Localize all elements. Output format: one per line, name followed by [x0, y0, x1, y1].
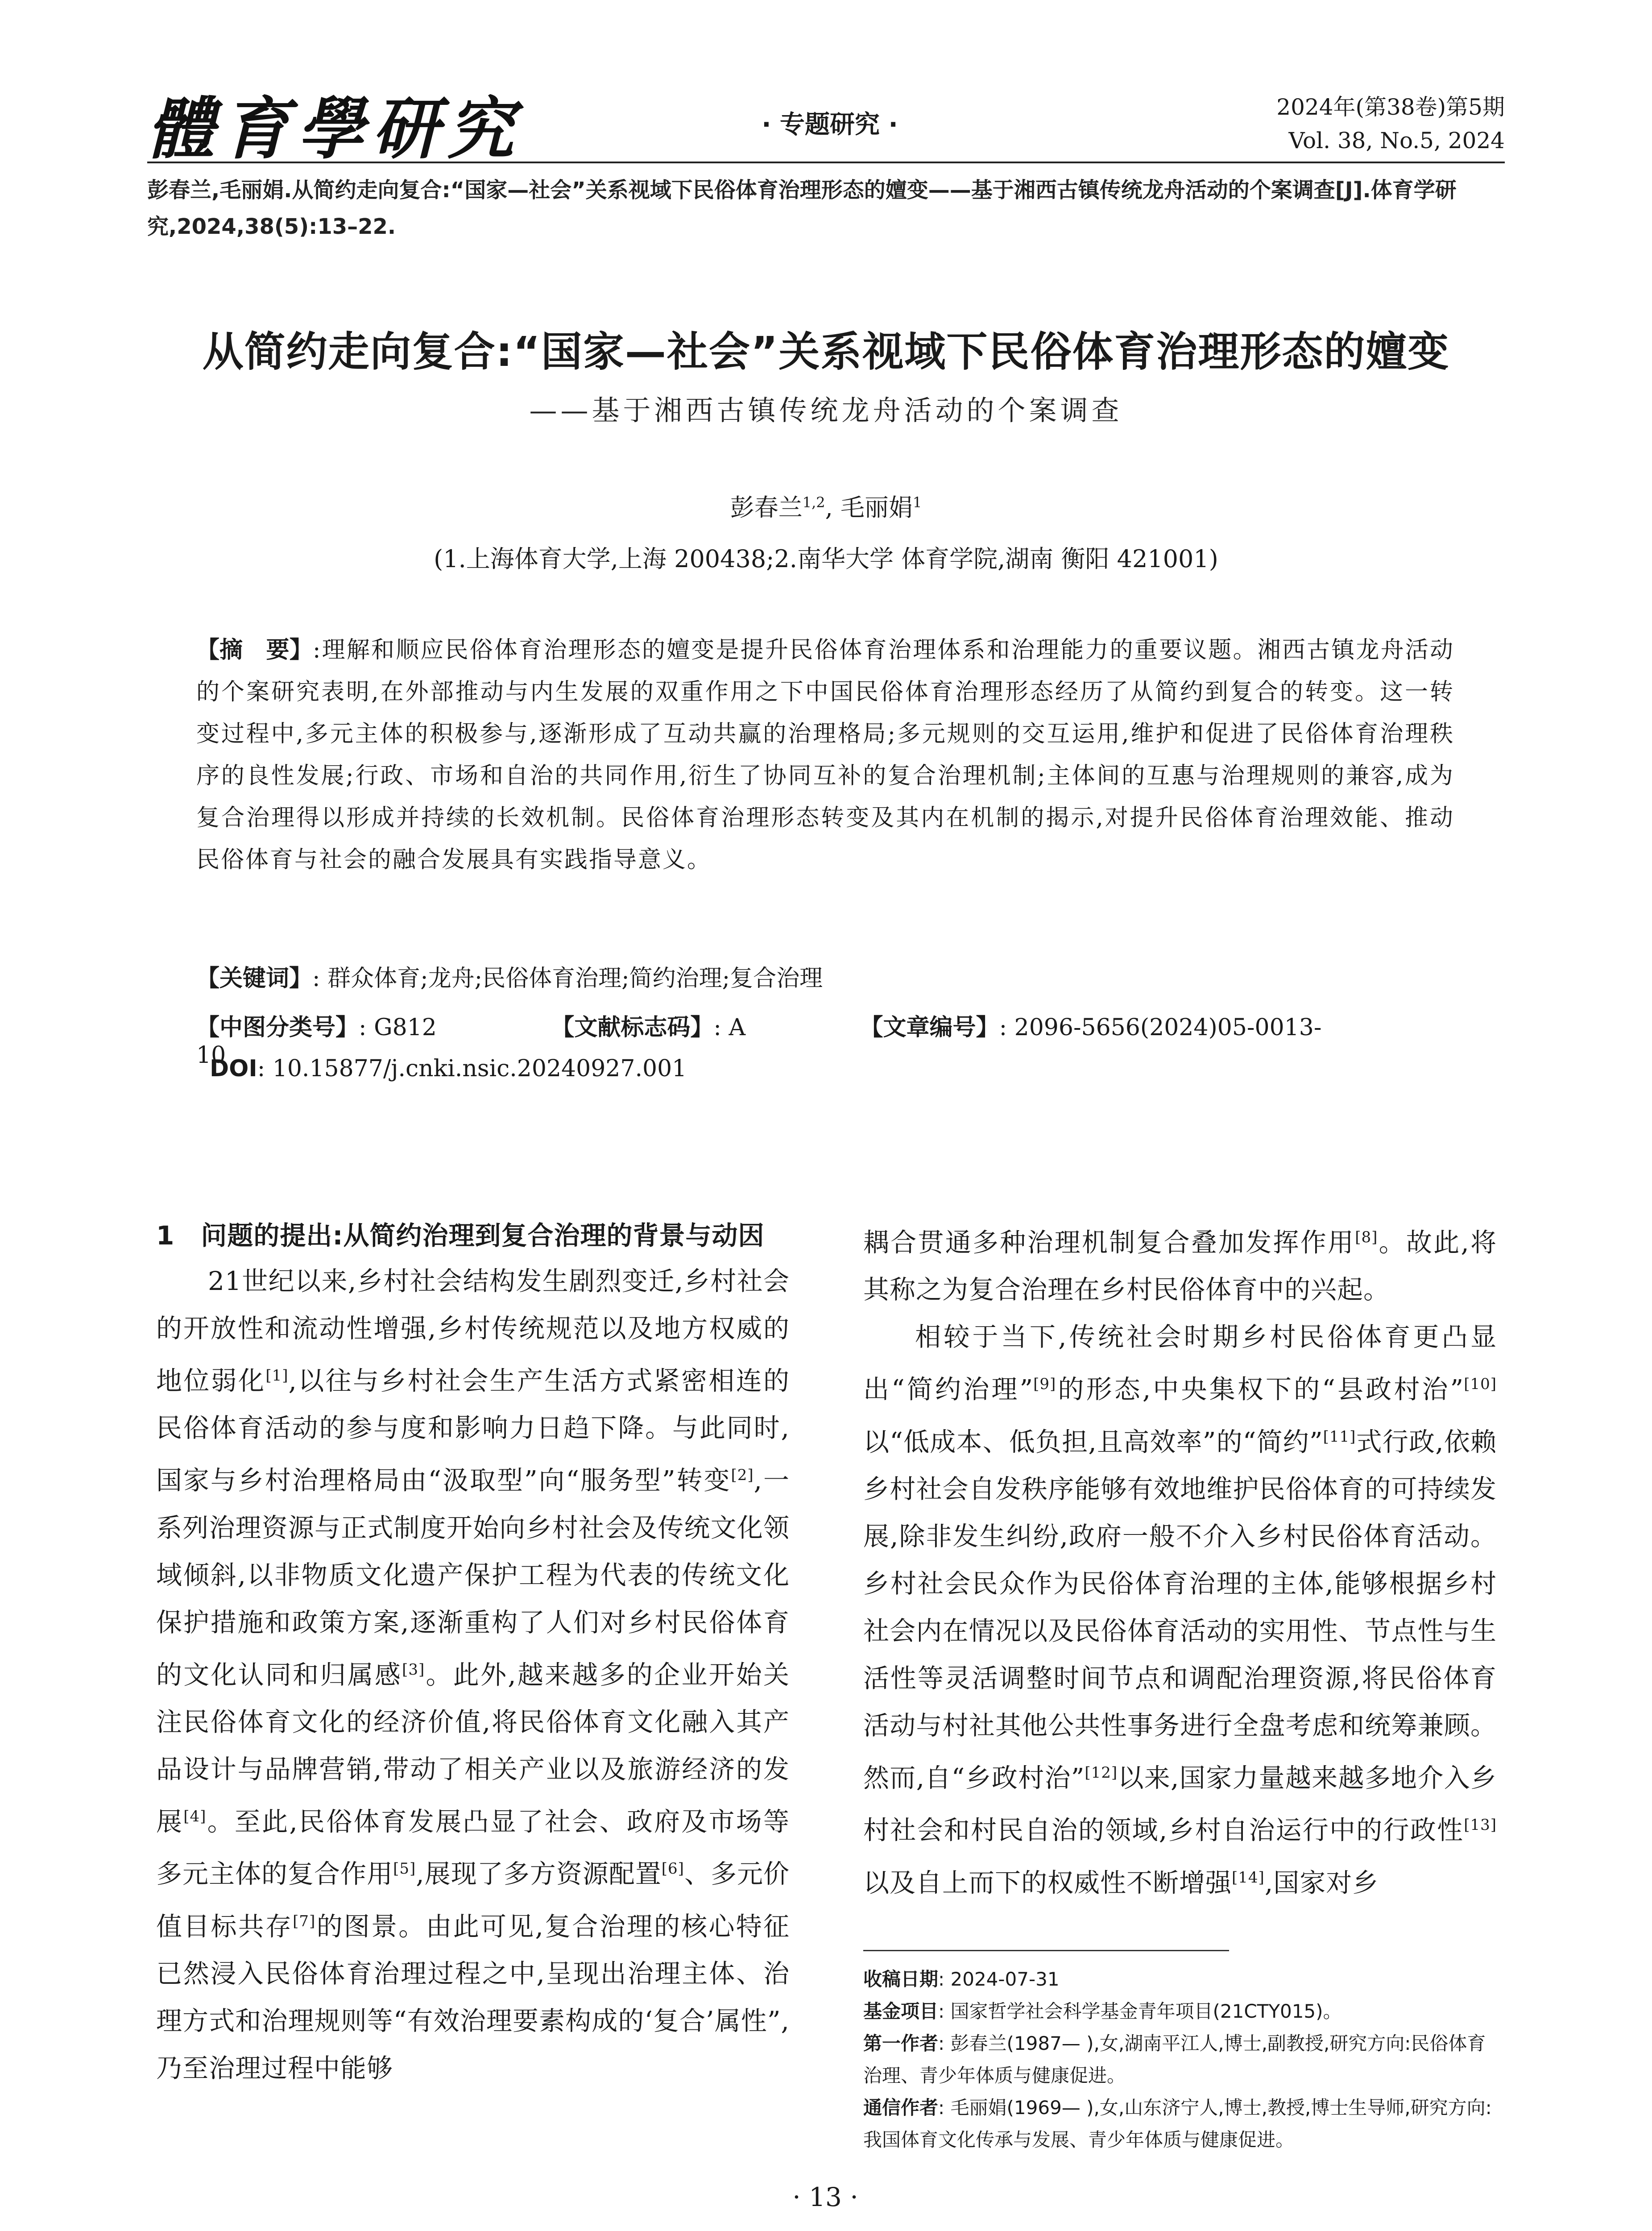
page-number: · 13 ·: [792, 2182, 858, 2212]
keywords-text: : 群众体育;龙舟;民俗体育治理;简约治理;复合治理: [312, 965, 823, 992]
body-paragraph: 相较于当下,传统社会时期乡村民俗体育更凸显出“简约治理”[9]的形态,中央集权下的“县政村治”[10]以“低成本、低负担,且高效率”的“简约”[11]式行政,依赖乡村社会自发秩序能够有效地维护民俗体育的可持续发展,除非发生纠纷,政府一般不介入乡村民俗体育活动。乡村社会民众作为民俗体育治理的主体,能够根据乡村社会内在情况以及民俗体育活动的实用性、节点性与生活性等灵活调整时间节点和调配治理资源,将民俗体育活动与村社其他公共性事务进行全盘考虑和统筹兼顾。然而,自“乡政村治”[12]以来,国家力量越来越多地介入乡村社会和村民自治的领域,乡村自治运行中的行政性[13]以及自上而下的权威性不断增强[14],国家对乡: [863, 1322, 1497, 1898]
doi-label: DOI: [210, 1055, 257, 1082]
author-2: 毛丽娟: [840, 493, 913, 522]
doc-code: [551, 1014, 799, 1041]
abstract-text: :理解和顺应民俗体育治理形态的嬗变是提升民俗体育治理体系和治理能力的重要议题。湘西古镇龙舟活动的个案研究表明,在外部推动与内生发展的双重作用之下中国民俗体育治理形态经历了从简约到复合的转变。这一转变过程中,多元主体的积极参与,逐渐形成了互动共赢的治理格局;多元规则的交互运用,维护和促进了民俗体育治理秩序的良性发展;行政、市场和自治的共同作用,衍生了协同互补的复合治理机制;主体间的互惠与治理规则的兼容,成为复合治理得以形成并持续的长效机制。民俗体育治理形态转变及其内在机制的揭示,对提升民俗体育治理效能、推动民俗体育与社会的融合发展具有实践指导意义。: [196, 637, 1454, 873]
author-2-affil: 1: [912, 494, 922, 511]
author-1-affil: 1,2: [802, 494, 825, 511]
reference-mark: [10]: [1464, 1375, 1497, 1393]
reference-mark: [5]: [393, 1860, 416, 1878]
reference-mark: [6]: [661, 1860, 684, 1878]
keywords-label: 【关键词】: [196, 965, 313, 992]
body-right-column: [863, 1214, 1497, 1906]
affiliations: (1.上海体育大学,上海 200438;2.南华大学 体育学院,湖南 衡阳 421001): [434, 545, 1218, 573]
issue-info-cn: 2024年(第38卷)第5期: [1276, 94, 1505, 120]
doc-label: 【文献标志码】: [551, 1014, 714, 1041]
authors: [147, 489, 1505, 523]
issue-info-en: Vol. 38, No.5, 2024: [1288, 128, 1505, 153]
author-separator: ,: [825, 493, 840, 522]
body-left-column: [156, 1214, 790, 2092]
journal-logo: 體育學研究: [147, 90, 522, 168]
reference-mark: [12]: [1085, 1763, 1118, 1782]
article-number-label: 【文章编号】: [860, 1014, 999, 1041]
clc-code: [196, 1014, 490, 1041]
abstract-label: 【摘 要】: [196, 637, 313, 663]
reference-mark: [7]: [293, 1912, 316, 1930]
fund-info: 基金项目: 国家哲学社会科学基金青年项目(21CTY015)。: [863, 2000, 1342, 2022]
footnote-rule: [863, 1950, 1229, 1951]
citation-line: 彭春兰,毛丽娟.从简约走向复合:“国家—社会”关系视域下民俗体育治理形态的嬗变——基于湘西古镇传统龙舟活动的个案调查[J].体育学研究,2024,38(5):13–22.: [147, 178, 1457, 239]
body-paragraph: 耦合贯通多种治理机制复合叠加发挥作用[8]。故此,将其称之为复合治理在乡村民俗体育中的兴起。: [863, 1227, 1497, 1305]
header-rule: [147, 162, 1505, 163]
doc-value: : A: [713, 1014, 746, 1041]
reference-mark: [13]: [1464, 1816, 1497, 1834]
clc-label: 【中图分类号】: [196, 1014, 359, 1041]
reference-mark: [4]: [183, 1807, 207, 1825]
keywords: [196, 959, 1454, 993]
doi-value: : 10.15877/j.cnki.nsic.20240927.001: [257, 1055, 687, 1082]
footnotes: [863, 1963, 1497, 2156]
author-1: 彭春兰: [730, 493, 803, 522]
section-heading: 1 问题的提出:从简约治理到复合治理的背景与动因: [156, 1220, 765, 1251]
abstract: [196, 629, 1454, 881]
reference-mark: [9]: [1033, 1375, 1056, 1393]
first-author-info: 第一作者: 彭春兰(1987— ),女,湖南平江人,博士,副教授,研究方向:民俗体育治理、青少年体质与健康促进。: [863, 2032, 1486, 2086]
doi: [210, 1055, 1468, 1082]
body-paragraph: 21世纪以来,乡村社会结构发生剧烈变迁,乡村社会的开放性和流动性增强,乡村传统规范以及地方权威的地位弱化[1],以往与乡村社会生产生活方式紧密相连的民俗体育活动的参与度和影响力日趋下降。与此同时,国家与乡村治理格局由“汲取型”向“服务型”转变[2],一系列治理资源与正式制度开始向乡村社会及传统文化领域倾斜,以非物质文化遗产保护工程为代表的传统文化保护措施和政策方案,逐渐重构了人们对乡村民俗体育的文化认同和归属感[3]。此外,越来越多的企业开始关注民俗体育文化的经济价值,将民俗体育文化融入其产品设计与品牌营销,带动了相关产业以及旅游经济的发展[4]。至此,民俗体育发展凸显了社会、政府及市场等多元主体的复合作用[5],展现了多方资源配置[6]、多元价值目标共存[7]的图景。由此可见,复合治理的核心特征已然浸入民俗体育治理过程之中,呈现出治理主体、治理方式和治理规则等“有效治理要素构成的‘复合’属性”,乃至治理过程中能够: [156, 1266, 790, 2083]
corresponding-author-info: 通信作者: 毛丽娟(1969— ),女,山东济宁人,博士,教授,博士生导师,研究方向:我国体育文化传承与发展、青少年体质与健康促进。: [863, 2097, 1492, 2151]
article-subtitle: ——基于湘西古镇传统龙舟活动的个案调查: [529, 394, 1123, 427]
article-number-value: : 2096-5656(2024)05-0013-10: [196, 1014, 1322, 1069]
reference-mark: [8]: [1355, 1228, 1378, 1246]
reference-mark: [1]: [265, 1367, 289, 1385]
received-date: 收稿日期: 2024-07-31: [863, 1968, 1060, 1990]
reference-mark: [2]: [731, 1466, 754, 1485]
clc-value: : G812: [359, 1014, 437, 1041]
reference-mark: [11]: [1323, 1427, 1356, 1446]
reference-mark: [3]: [402, 1660, 425, 1679]
reference-mark: [14]: [1232, 1868, 1265, 1887]
article-title: 从简约走向复合:“国家—社会”关系视域下民俗体育治理形态的嬗变: [202, 328, 1450, 376]
section-label: · 专题研究 ·: [762, 110, 898, 139]
